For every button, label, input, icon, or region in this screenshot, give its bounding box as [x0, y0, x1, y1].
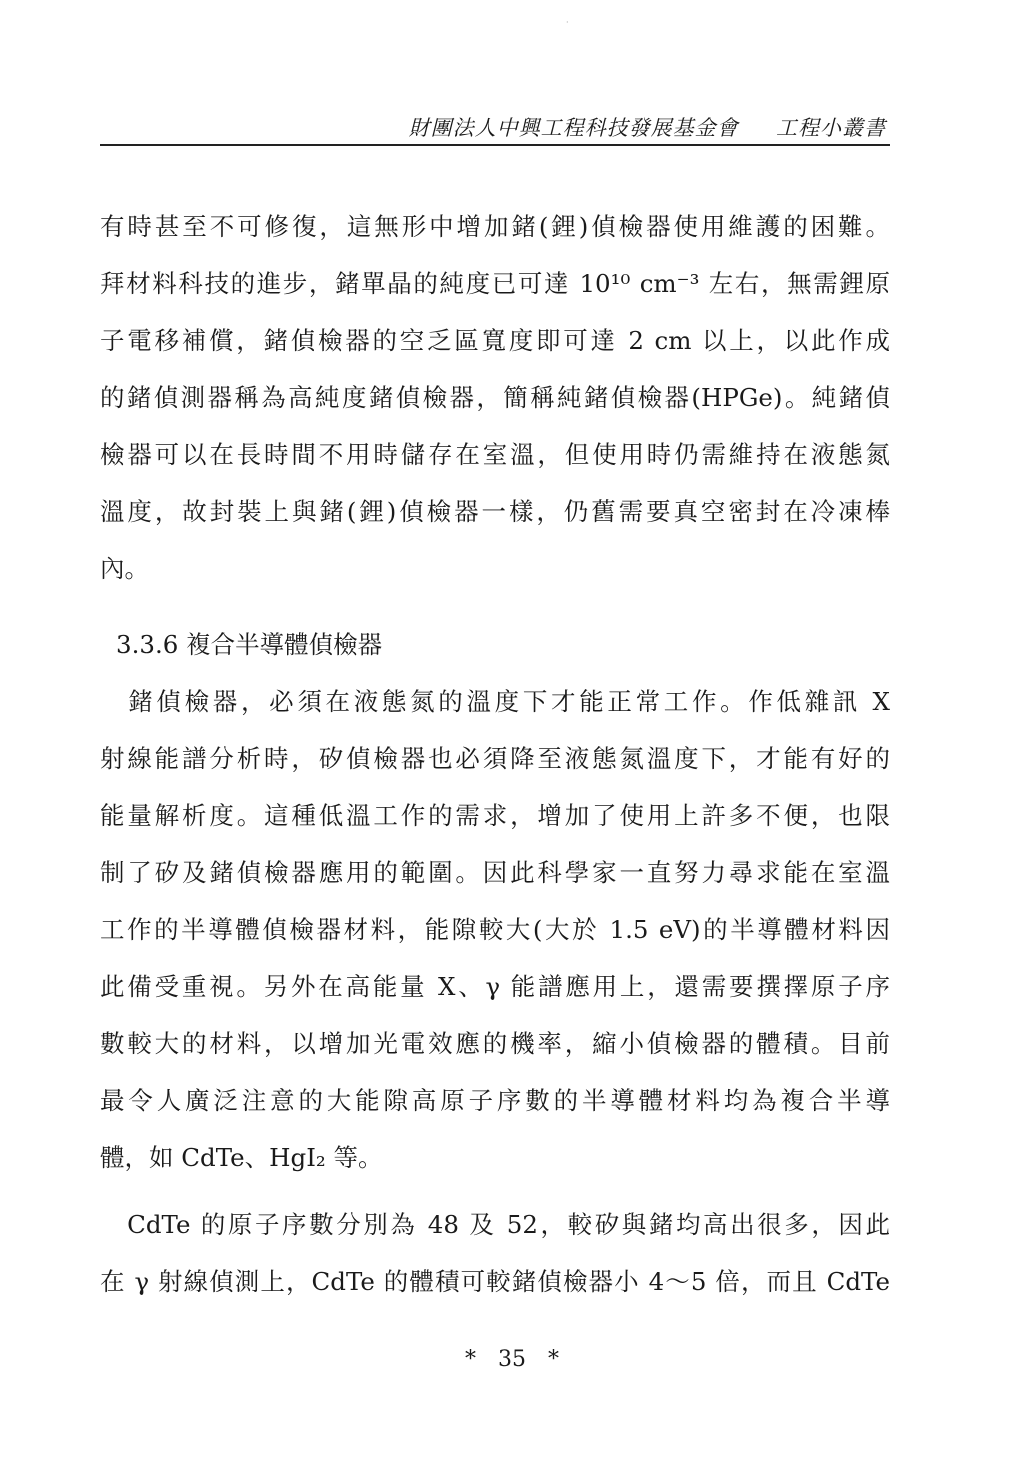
p2-line-8: 最令人廣泛注意的大能隙高原子序數的半導體材料均為複合半導 — [100, 1086, 890, 1115]
p1-line-3: 子電移補償，鍺偵檢器的空乏區寬度即可達 2 cm 以上，以此作成 — [100, 326, 890, 355]
scan-mark: · — [566, 18, 569, 27]
page-number: * 35 * — [465, 1347, 559, 1372]
p1-line-5: 檢器可以在長時間不用時儲存在室溫，但使用時仍需維持在液態氮 — [100, 440, 890, 469]
p3-line-1: CdTe 的原子序數分別為 48 及 52，較矽與鍺均高出很多，因此 — [100, 1210, 890, 1239]
page-header — [409, 112, 886, 142]
p2-line-3: 能量解析度。這種低溫工作的需求，增加了使用上許多不便，也限 — [100, 801, 890, 830]
p1-line-7: 內。 — [100, 554, 149, 583]
header-divider — [100, 144, 890, 146]
header-series: 工程小叢書 — [776, 116, 886, 140]
p2-line-6: 此備受重視。另外在高能量 X、γ 能譜應用上，還需要撰擇原子序 — [100, 972, 890, 1001]
p2-line-4: 制了矽及鍺偵檢器應用的範圍。因此科學家一直努力尋求能在室溫 — [100, 858, 890, 887]
p1-line-2: 拜材料科技的進步，鍺單晶的純度已可達 10¹⁰ cm⁻³ 左右，無需鋰原 — [100, 269, 890, 298]
p2-line-9: 體，如 CdTe、HgI₂ 等。 — [100, 1143, 383, 1172]
p1-line-4: 的鍺偵測器稱為高純度鍺偵檢器，簡稱純鍺偵檢器(HPGe)。純鍺偵 — [100, 383, 890, 412]
p2-line-2: 射線能譜分析時，矽偵檢器也必須降至液態氮溫度下，才能有好的 — [100, 744, 890, 773]
p1-line-1: 有時甚至不可修復，這無形中增加鍺(鋰)偵檢器使用維護的困難。 — [100, 212, 890, 241]
p2-line-7: 數較大的材料，以增加光電效應的機率，縮小偵檢器的體積。目前 — [100, 1029, 890, 1058]
p2-line-1: 鍺偵檢器，必須在液態氮的溫度下才能正常工作。作低雜訊 X — [100, 687, 890, 716]
section-heading: 3.3.6 複合半導體偵檢器 — [116, 630, 383, 659]
p2-line-5: 工作的半導體偵檢器材料，能隙較大(大於 1.5 eV)的半導體材料因 — [100, 915, 890, 944]
header-organization: 財團法人中興工程科技發展基金會 — [408, 116, 739, 140]
p1-line-6: 溫度，故封裝上與鍺(鋰)偵檢器一樣，仍舊需要真空密封在冷凍棒 — [100, 497, 890, 526]
p3-line-2: 在 γ 射線偵測上，CdTe 的體積可較鍺偵檢器小 4～5 倍，而且 CdTe — [100, 1267, 890, 1296]
